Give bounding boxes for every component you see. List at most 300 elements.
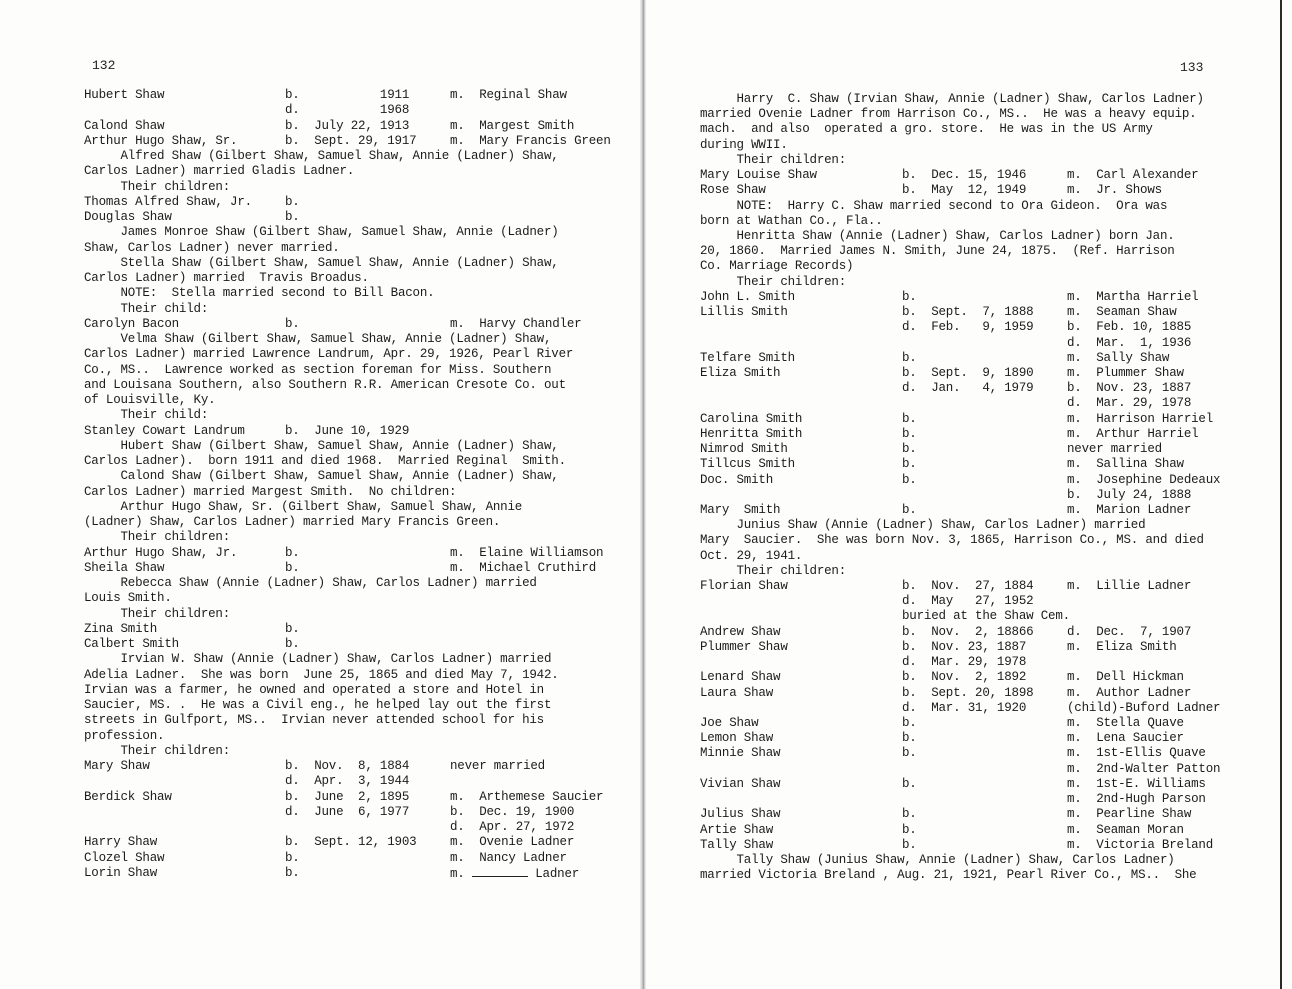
spouse-text: m. Pearline Shaw bbox=[1067, 807, 1192, 822]
text-line bbox=[700, 838, 1280, 853]
spouse-text: m. Dell Hickman bbox=[1067, 670, 1184, 685]
text-line bbox=[700, 427, 1280, 442]
person-name: Mary Louise Shaw bbox=[700, 168, 817, 183]
spouse-info bbox=[1067, 381, 1191, 396]
paragraph-text: James Monroe Shaw (Gilbert Shaw, Samuel Shaw, Annie (Ladner) bbox=[84, 225, 559, 240]
spouse-text: m. Seaman Moran bbox=[1067, 822, 1184, 837]
text-line bbox=[84, 225, 629, 240]
text-line bbox=[84, 317, 629, 332]
spouse-text: m. Sallina Shaw bbox=[1067, 457, 1184, 472]
text-line bbox=[700, 564, 1280, 579]
spouse-info bbox=[450, 88, 567, 103]
paragraph-text: Co. Marriage Records) bbox=[700, 259, 854, 274]
text-line bbox=[700, 229, 1280, 244]
paragraph-text: Their children: bbox=[84, 179, 231, 194]
paragraph-text: (Ladner) Shaw, Carlos Ladner) married Mary Francis Green. bbox=[84, 515, 501, 529]
text-line bbox=[84, 637, 629, 652]
text-line bbox=[700, 686, 1280, 701]
spouse-text: d. Dec. 7, 1907 bbox=[1067, 624, 1192, 639]
text-line bbox=[700, 823, 1280, 838]
spouse-text: m. Mary Francis Green bbox=[450, 133, 611, 148]
paragraph-text: Carlos Ladner) married Gladis Ladner. bbox=[84, 164, 355, 179]
text-line bbox=[84, 668, 629, 683]
life-dates: b. bbox=[902, 442, 917, 457]
life-dates: b. bbox=[285, 316, 300, 331]
spouse-info bbox=[1067, 838, 1213, 853]
spouse-info bbox=[1067, 427, 1198, 442]
text-line bbox=[84, 88, 629, 103]
spouse-info bbox=[450, 835, 574, 850]
person-name: Artie Shaw bbox=[700, 822, 774, 837]
life-dates: b. Sept. 29, 1917 bbox=[285, 133, 417, 148]
text-line bbox=[700, 122, 1280, 137]
text-line bbox=[84, 576, 629, 591]
text-line bbox=[84, 713, 629, 728]
life-dates: b. 1911 bbox=[285, 88, 410, 102]
text-line bbox=[84, 820, 629, 835]
text-line bbox=[84, 256, 629, 271]
text-line bbox=[84, 332, 629, 347]
text-line bbox=[700, 533, 1280, 548]
text-line bbox=[700, 183, 1280, 198]
page-number: 132 bbox=[92, 58, 116, 73]
person-name: Carolina Smith bbox=[700, 411, 803, 426]
spouse-info bbox=[1067, 488, 1191, 503]
page-edge bbox=[1280, 0, 1282, 989]
spouse-info bbox=[1067, 640, 1177, 655]
life-dates: b. Nov. 2, 18866 bbox=[902, 624, 1034, 639]
life-dates: b. Sept. 12, 1903 bbox=[285, 835, 417, 850]
text-line bbox=[84, 195, 629, 210]
spouse-info bbox=[1067, 823, 1184, 838]
person-name: Tally Shaw bbox=[700, 837, 774, 852]
person-name: Calond Shaw bbox=[84, 118, 165, 133]
spouse-info bbox=[1067, 473, 1220, 488]
text-line bbox=[700, 92, 1280, 107]
text-line bbox=[700, 290, 1280, 305]
person-name: Lillis Smith bbox=[700, 305, 788, 320]
spouse-text: m. Plummer Shaw bbox=[1067, 365, 1184, 380]
life-dates: b. bbox=[902, 746, 917, 761]
life-dates: b. bbox=[285, 545, 300, 560]
spouse-surname: Ladner bbox=[535, 866, 580, 881]
life-dates: b. bbox=[902, 502, 917, 517]
person-name: Clozel Shaw bbox=[84, 850, 165, 865]
text-line bbox=[700, 488, 1280, 503]
person-name: Mary Shaw bbox=[84, 759, 150, 773]
person-name: Laura Shaw bbox=[700, 685, 774, 700]
paragraph-text: Irvian was a farmer, he owned and operated a store and Hotel in bbox=[84, 682, 544, 697]
spouse-info bbox=[1067, 442, 1162, 457]
text-line bbox=[700, 701, 1280, 716]
paragraph-text: Louis Smith. bbox=[84, 591, 172, 606]
spouse-info bbox=[1067, 290, 1198, 305]
text-line bbox=[700, 670, 1280, 685]
person-name: Calbert Smith bbox=[84, 637, 179, 651]
spouse-info bbox=[1067, 716, 1184, 731]
life-dates: b. bbox=[902, 350, 917, 365]
text-line bbox=[84, 393, 629, 408]
person-name: Zina Smith bbox=[84, 621, 158, 636]
person-name: Florian Shaw bbox=[700, 579, 788, 594]
text-line bbox=[84, 652, 629, 667]
paragraph-text: born at Wathan Co., Fla.. bbox=[700, 213, 883, 228]
text-line bbox=[84, 835, 629, 850]
paragraph-text: Their children: bbox=[700, 152, 847, 167]
spouse-text: m. Michael Cruthird bbox=[450, 560, 597, 575]
life-dates: b. bbox=[902, 822, 917, 837]
life-dates: b. bbox=[902, 837, 917, 852]
life-dates: b. bbox=[902, 426, 917, 441]
text-line bbox=[700, 244, 1280, 259]
spouse-info bbox=[450, 851, 567, 866]
paragraph-text: Their children: bbox=[84, 743, 231, 758]
text-line bbox=[700, 366, 1280, 381]
spouse-text: b. Feb. 10, 1885 bbox=[1067, 320, 1192, 335]
spouse-info bbox=[1067, 731, 1184, 746]
spouse-info bbox=[450, 561, 596, 576]
spouse-text: m. Nancy Ladner bbox=[450, 850, 567, 865]
text-line bbox=[700, 412, 1280, 427]
spouse-info bbox=[450, 759, 545, 774]
life-dates: b. Nov. 8, 1884 bbox=[285, 759, 410, 773]
text-line bbox=[700, 442, 1280, 457]
spouse-info bbox=[1067, 807, 1191, 822]
text-line bbox=[84, 744, 629, 759]
paragraph-text: mach. and also operated a gro. store. He was in the US Army bbox=[700, 122, 1153, 137]
paragraph-text: Their children: bbox=[700, 563, 847, 578]
text-line bbox=[700, 381, 1280, 396]
paragraph-text: Their children: bbox=[700, 274, 847, 289]
spouse-info bbox=[1067, 625, 1191, 640]
spouse-info bbox=[450, 317, 581, 332]
paragraph-text: Carlos Ladner) married Travis Broadus. bbox=[84, 271, 369, 285]
text-line bbox=[700, 777, 1280, 792]
spouse-info bbox=[1067, 336, 1191, 351]
text-line bbox=[84, 485, 629, 500]
life-dates: buried at the Shaw Cem. bbox=[902, 609, 1070, 624]
text-line bbox=[84, 271, 629, 286]
spouse-info bbox=[1067, 320, 1191, 335]
spouse-info bbox=[1067, 670, 1184, 685]
text-line bbox=[700, 640, 1280, 655]
paragraph-text: Mary Saucier. She was born Nov. 3, 1865, Harrison Co., MS. and died bbox=[700, 533, 1204, 548]
person-name: Nimrod Smith bbox=[700, 442, 788, 457]
text-line bbox=[84, 408, 629, 423]
spouse-text: b. Nov. 23, 1887 bbox=[1067, 381, 1192, 396]
paragraph-text: NOTE: Harry C. Shaw married second to Ora Gideon. Ora was bbox=[700, 198, 1168, 213]
text-line bbox=[700, 549, 1280, 564]
text-line bbox=[700, 853, 1280, 868]
life-dates: b. Dec. 15, 1946 bbox=[902, 168, 1027, 183]
person-name: Berdick Shaw bbox=[84, 789, 172, 804]
spouse-text: m. 2nd-Hugh Parson bbox=[1067, 792, 1206, 807]
left-page bbox=[0, 0, 640, 989]
text-line bbox=[700, 609, 1280, 624]
text-line bbox=[700, 214, 1280, 229]
text-line bbox=[700, 518, 1280, 533]
paragraph-text: NOTE: Stella married second to Bill Bacon. bbox=[84, 286, 435, 301]
spouse-text: never married bbox=[1067, 442, 1162, 457]
text-line bbox=[84, 302, 629, 317]
paragraph-text: Their child: bbox=[84, 408, 209, 423]
spouse-info bbox=[450, 119, 574, 134]
spouse-text: d. Mar. 29, 1978 bbox=[1067, 396, 1192, 411]
text-line bbox=[84, 729, 629, 744]
text-line bbox=[84, 149, 629, 164]
text-line bbox=[700, 594, 1280, 609]
text-line bbox=[700, 305, 1280, 320]
text-line bbox=[700, 655, 1280, 670]
spouse-text: m. Jr. Shows bbox=[1067, 183, 1162, 198]
life-dates: b. bbox=[285, 194, 300, 209]
text-line bbox=[700, 762, 1280, 777]
person-name: Minnie Shaw bbox=[700, 746, 781, 761]
text-line bbox=[84, 347, 629, 362]
text-line bbox=[84, 851, 629, 866]
spouse-text: m. Marion Ladner bbox=[1067, 502, 1192, 517]
paragraph-text: Their children: bbox=[84, 530, 231, 545]
text-line bbox=[700, 259, 1280, 274]
text-line bbox=[700, 792, 1280, 807]
paragraph-text: of Louisville, Ky. bbox=[84, 393, 216, 407]
text-line bbox=[700, 320, 1280, 335]
life-dates: d. Mar. 29, 1978 bbox=[902, 655, 1027, 670]
spouse-text: m. Margest Smith bbox=[450, 118, 575, 133]
life-dates: b. bbox=[902, 776, 917, 791]
paragraph-text: and Louisana Southern, also Southern R.R. American Cresote Co. out bbox=[84, 377, 566, 392]
paragraph-text: Irvian W. Shaw (Annie (Ladner) Shaw, Carlos Ladner) married bbox=[84, 652, 552, 667]
paragraph-text: married Ovenie Ladner from Harrison Co., MS.. He was a heavy equip. bbox=[700, 107, 1197, 122]
right-page bbox=[646, 0, 1292, 989]
paragraph-text: Arthur Hugo Shaw, Sr. (Gilbert Shaw, Samuel Shaw, Annie bbox=[84, 499, 523, 514]
life-dates: b. July 22, 1913 bbox=[285, 118, 410, 133]
text-line bbox=[84, 424, 629, 439]
spouse-text: m. Lillie Ladner bbox=[1067, 579, 1192, 594]
text-line bbox=[700, 731, 1280, 746]
spouse-info bbox=[1067, 701, 1220, 716]
spouse-text: d. Mar. 1, 1936 bbox=[1067, 335, 1192, 350]
paragraph-text: Henritta Shaw (Annie (Ladner) Shaw, Carlos Ladner) born Jan. bbox=[700, 228, 1175, 243]
text-line bbox=[700, 153, 1280, 168]
text-line bbox=[84, 866, 629, 881]
paragraph-text: Their children: bbox=[84, 606, 231, 621]
text-line bbox=[84, 180, 629, 195]
spouse-text: m. Lena Saucier bbox=[1067, 731, 1184, 746]
text-line bbox=[700, 473, 1280, 488]
text-line bbox=[84, 607, 629, 622]
text-line bbox=[84, 210, 629, 225]
person-name: Carolyn Bacon bbox=[84, 316, 179, 331]
life-dates: b. Sept. 9, 1890 bbox=[902, 365, 1034, 380]
page-number: 133 bbox=[1180, 60, 1204, 75]
spouse-text: d. Apr. 27, 1972 bbox=[450, 820, 575, 834]
life-dates: b. bbox=[902, 731, 917, 746]
life-dates: b. bbox=[285, 210, 300, 224]
paragraph-text: Junius Shaw (Annie (Ladner) Shaw, Carlos Ladner) married bbox=[700, 518, 1146, 533]
person-name: Arthur Hugo Shaw, Sr. bbox=[84, 133, 238, 148]
text-line bbox=[84, 134, 629, 149]
person-name: Lenard Shaw bbox=[700, 670, 781, 685]
text-line bbox=[700, 351, 1280, 366]
text-line bbox=[84, 439, 629, 454]
text-line bbox=[700, 275, 1280, 290]
text-line bbox=[84, 103, 629, 118]
text-line bbox=[700, 199, 1280, 214]
spouse-info bbox=[1067, 762, 1220, 777]
life-dates: b. bbox=[902, 472, 917, 487]
text-line bbox=[84, 546, 629, 561]
spouse-text: m. Harrison Harriel bbox=[1067, 411, 1214, 426]
spouse-info bbox=[450, 820, 574, 835]
text-line bbox=[700, 138, 1280, 153]
person-name: Eliza Smith bbox=[700, 365, 781, 380]
life-dates: d. Feb. 9, 1959 bbox=[902, 320, 1034, 335]
life-dates: d. Jan. 4, 1979 bbox=[902, 381, 1034, 396]
life-dates: d. Apr. 3, 1944 bbox=[285, 774, 410, 789]
paragraph-text: Saucier, MS. . He was a Civil eng., he helped lay out the first bbox=[84, 698, 552, 712]
text-line bbox=[84, 561, 629, 576]
spouse-info bbox=[1067, 168, 1198, 183]
text-line bbox=[700, 579, 1280, 594]
blank-underline bbox=[472, 866, 528, 877]
spouse-text: m. Stella Quave bbox=[1067, 716, 1184, 731]
text-line bbox=[84, 515, 629, 530]
spouse-info bbox=[1067, 396, 1191, 411]
spouse-text: m. 1st-E. Williams bbox=[1067, 776, 1206, 791]
life-dates: b. bbox=[902, 716, 917, 731]
spouse-info bbox=[1067, 746, 1206, 761]
spouse-info bbox=[1067, 457, 1184, 472]
spouse-text: m. Reginal Shaw bbox=[450, 88, 567, 102]
spouse-info bbox=[1067, 351, 1169, 366]
text-line bbox=[84, 622, 629, 637]
life-dates: d. Mar. 31, 1920 bbox=[902, 700, 1027, 715]
paragraph-text: Carlos Ladner). born 1911 and died 1968. Married Reginal Smith. bbox=[84, 454, 566, 468]
spouse-info bbox=[1067, 686, 1191, 701]
paragraph-text: Alfred Shaw (Gilbert Shaw, Samuel Shaw, Annie (Ladner) Shaw, bbox=[84, 149, 559, 163]
person-name: Hubert Shaw bbox=[84, 88, 165, 102]
spouse-text: (child)-Buford Ladner bbox=[1067, 700, 1221, 715]
person-name: Lemon Shaw bbox=[700, 731, 774, 746]
person-name: Henritta Smith bbox=[700, 426, 803, 441]
person-name: Andrew Shaw bbox=[700, 624, 781, 639]
person-name: Tillcus Smith bbox=[700, 457, 795, 472]
spouse-text: m. Ovenie Ladner bbox=[450, 835, 575, 850]
spouse-text: b. July 24, 1888 bbox=[1067, 487, 1192, 502]
life-dates: b. June 10, 1929 bbox=[285, 423, 410, 438]
spouse-info bbox=[450, 805, 574, 820]
spouse-text: m. Harvy Chandler bbox=[450, 316, 582, 331]
life-dates: b. bbox=[285, 621, 300, 636]
paragraph-text: Co., MS.. Lawrence worked as section foreman for Miss. Southern bbox=[84, 362, 552, 377]
paragraph-text: Their child: bbox=[84, 301, 209, 316]
life-dates: b. bbox=[902, 289, 917, 304]
text-line bbox=[700, 868, 1280, 883]
person-name: John L. Smith bbox=[700, 289, 795, 304]
text-line bbox=[84, 454, 629, 469]
spouse-info bbox=[1067, 503, 1191, 518]
spouse-text: m. Josephine Dedeaux bbox=[1067, 472, 1221, 487]
spouse-info bbox=[450, 866, 579, 882]
life-dates: d. June 6, 1977 bbox=[285, 804, 410, 819]
spouse-text: m. bbox=[450, 866, 465, 881]
paragraph-text: Carlos Ladner) married Margest Smith. No children: bbox=[84, 484, 457, 499]
spouse-text: b. Dec. 19, 1900 bbox=[450, 804, 575, 819]
spouse-text: m. Arthur Harriel bbox=[1067, 426, 1199, 441]
person-name: Harry Shaw bbox=[84, 835, 158, 850]
text-line bbox=[700, 746, 1280, 761]
text-line bbox=[700, 807, 1280, 822]
text-line bbox=[84, 164, 629, 179]
life-dates: b. Sept. 20, 1898 bbox=[902, 685, 1034, 700]
life-dates: b. bbox=[285, 560, 300, 575]
text-line bbox=[84, 683, 629, 698]
text-line bbox=[84, 774, 629, 789]
spouse-info bbox=[1067, 183, 1162, 198]
paragraph-text: streets in Gulfport, MS.. Irvian never attended school for his bbox=[84, 713, 544, 728]
spouse-info bbox=[450, 546, 603, 561]
spouse-info bbox=[450, 790, 603, 805]
spouse-info bbox=[1067, 792, 1206, 807]
text-line bbox=[84, 790, 629, 805]
text-line bbox=[84, 530, 629, 545]
spouse-info bbox=[1067, 412, 1213, 427]
life-dates: d. 1968 bbox=[285, 103, 410, 118]
life-dates: b. bbox=[902, 411, 917, 426]
paragraph-text: Stella Shaw (Gilbert Shaw, Samuel Shaw, Annie (Ladner) Shaw, bbox=[84, 255, 559, 270]
paragraph-text: married Victoria Breland , Aug. 21, 1921, Pearl River Co., MS.. She bbox=[700, 868, 1197, 883]
life-dates: b. May 12, 1949 bbox=[902, 183, 1027, 198]
person-name: Lorin Shaw bbox=[84, 865, 158, 880]
text-line bbox=[84, 805, 629, 820]
spouse-text: m. 2nd-Walter Patton bbox=[1067, 761, 1221, 776]
paragraph-text: Calond Shaw (Gilbert Shaw, Samuel Shaw, Annie (Ladner) Shaw, bbox=[84, 469, 559, 484]
text-line bbox=[84, 698, 629, 713]
text-line bbox=[700, 107, 1280, 122]
person-name: Douglas Shaw bbox=[84, 210, 172, 224]
text-line bbox=[84, 591, 629, 606]
text-line bbox=[700, 503, 1280, 518]
spouse-text: never married bbox=[450, 759, 545, 773]
life-dates: b. bbox=[285, 637, 300, 651]
spouse-text: m. 1st-Ellis Quave bbox=[1067, 746, 1206, 761]
life-dates: d. May 27, 1952 bbox=[902, 594, 1034, 609]
life-dates: b. bbox=[902, 807, 917, 822]
text-line bbox=[84, 759, 629, 774]
text-line bbox=[84, 286, 629, 301]
spouse-text: m. Sally Shaw bbox=[1067, 350, 1170, 365]
paragraph-text: Shaw, Carlos Ladner) never married. bbox=[84, 240, 340, 255]
person-name: Stanley Cowart Landrum bbox=[84, 423, 245, 438]
person-name: Rose Shaw bbox=[700, 183, 766, 198]
text-line bbox=[700, 168, 1280, 183]
person-name: Joe Shaw bbox=[700, 716, 759, 731]
text-line bbox=[84, 378, 629, 393]
life-dates: b. bbox=[285, 865, 300, 880]
person-name: Doc. Smith bbox=[700, 472, 774, 487]
spouse-info bbox=[1067, 366, 1184, 381]
spouse-text: m. Martha Harriel bbox=[1067, 289, 1199, 304]
paragraph-text: Harry C. Shaw (Irvian Shaw, Annie (Ladner) Shaw, Carlos Ladner) bbox=[700, 92, 1204, 106]
life-dates: b. Sept. 7, 1888 bbox=[902, 305, 1034, 320]
spouse-text: m. Seaman Shaw bbox=[1067, 305, 1177, 320]
spouse-info bbox=[1067, 305, 1177, 320]
text-line bbox=[84, 469, 629, 484]
spouse-text: m. Author Ladner bbox=[1067, 685, 1192, 700]
paragraph-text: Hubert Shaw (Gilbert Shaw, Samuel Shaw, Annie (Ladner) Shaw, bbox=[84, 438, 559, 453]
paragraph-text: 20, 1860. Married James N. Smith, June 24, 1875. (Ref. Harrison bbox=[700, 244, 1175, 259]
